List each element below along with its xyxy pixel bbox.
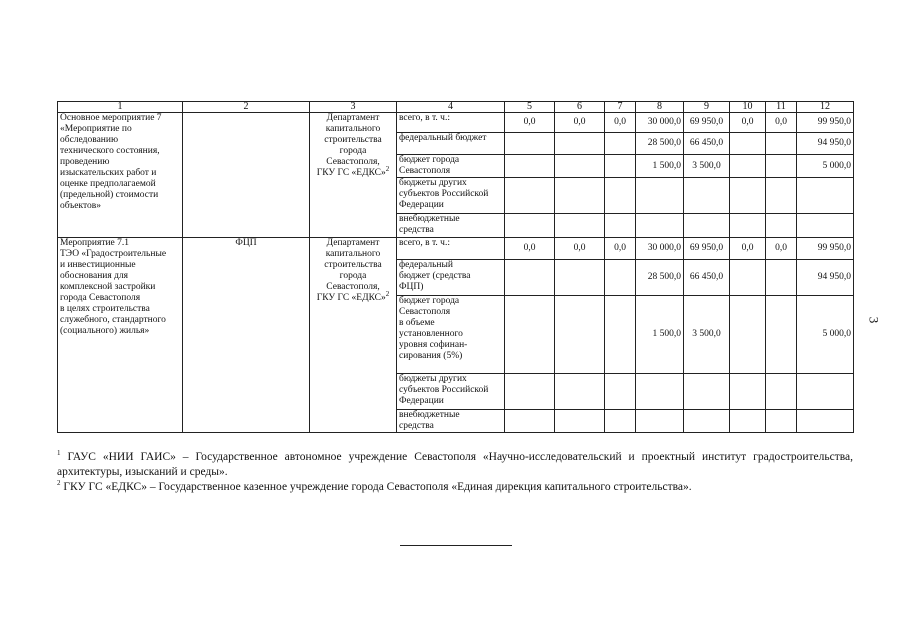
- value-cell-col-8: 28 500,0: [636, 260, 684, 296]
- footnote-2: [57, 480, 853, 495]
- program-activities-table: [57, 101, 854, 433]
- value-cell-col-6: [555, 296, 605, 374]
- activity-name-line: (предельной) стоимости: [60, 190, 159, 200]
- value-cell-col-10: 0,0: [730, 113, 766, 133]
- activity-name-line: изыскательских работ и: [60, 168, 157, 178]
- value-cell-col-8: [636, 214, 684, 238]
- activity-name-line: Основное мероприятие 7: [60, 113, 162, 123]
- funding-source-cell: [397, 410, 505, 433]
- value-cell-col-11: [766, 214, 797, 238]
- value-cell-col-6: [555, 410, 605, 433]
- value-cell-col-11: 0,0: [766, 113, 797, 133]
- funding-source-line: Севастополя: [399, 307, 451, 317]
- value-cell-col-9: [684, 374, 730, 410]
- value-cell-col-7: 0,0: [605, 113, 636, 133]
- funding-source-line: бюджеты других: [399, 374, 467, 384]
- executor-text: Департамент: [326, 113, 380, 123]
- value-cell-col-10: [730, 178, 766, 214]
- footnotes: [57, 450, 853, 495]
- value-cell-col-7: 0,0: [605, 238, 636, 260]
- funding-source-line: бюджет (средства: [399, 271, 471, 281]
- funding-source-line: внебюджетные: [399, 214, 460, 224]
- executor-text: Севастополя,: [326, 282, 380, 292]
- separator-line: [400, 545, 512, 546]
- activity-name-cell: [58, 238, 183, 433]
- executor-text: ГКУ ГС «ЕДКС»: [316, 293, 386, 303]
- header-col-11: 11: [766, 102, 797, 113]
- value-cell-col-6: 0,0: [555, 238, 605, 260]
- activity-name-line: Мероприятие 7.1: [60, 238, 130, 248]
- activity-name-cell: [58, 113, 183, 238]
- value-cell-col-5: [505, 260, 555, 296]
- activity-name-line: ТЭО «Градостроительные: [60, 249, 167, 259]
- value-cell-col-9: 66 450,0: [684, 260, 730, 296]
- executor-line: [312, 124, 394, 135]
- footnote-1-text: ГАУС «НИИ ГАИС» – Государственное автономное учреждение Севастополя «Научно-исследовательский и проектный институт градостроительства, архитектуры, изысканий и среды».: [57, 451, 854, 478]
- value-cell-col-11: [766, 260, 797, 296]
- value-cell-col-9: 3 500,0: [684, 296, 730, 374]
- value-cell-col-6: [555, 260, 605, 296]
- activity-name-line: и инвестиционные: [60, 260, 136, 270]
- funding-source-line: федеральный: [399, 260, 453, 270]
- value-cell-col-10: [730, 410, 766, 433]
- value-cell-col-5: [505, 214, 555, 238]
- header-col-6: 6: [555, 102, 605, 113]
- executor-cell: [310, 113, 397, 238]
- funding-source-line: установленного: [399, 329, 463, 339]
- value-cell-col-11: 0,0: [766, 238, 797, 260]
- value-cell-col-6: [555, 178, 605, 214]
- value-cell-col-11: [766, 178, 797, 214]
- value-cell-col-11: [766, 296, 797, 374]
- funding-source-line: Федерации: [399, 200, 444, 210]
- header-col-3: 3: [310, 102, 397, 113]
- footnote-1-mark: 1: [57, 449, 61, 458]
- header-col-7: 7: [605, 102, 636, 113]
- executor-text: города: [339, 271, 367, 281]
- value-cell-col-10: [730, 296, 766, 374]
- value-cell-col-11: [766, 155, 797, 178]
- funding-source-cell: [397, 178, 505, 214]
- activity-name-line: оценке предполагаемой: [60, 179, 156, 189]
- table-row: [58, 238, 854, 260]
- activity-name-line: комплексной застройки: [60, 282, 156, 292]
- value-cell-col-9: 69 950,0: [684, 238, 730, 260]
- value-cell-col-8: 30 000,0: [636, 238, 684, 260]
- value-cell-col-12: [797, 214, 854, 238]
- funding-source-line: субъектов Российской: [399, 189, 489, 199]
- activity-name-line: города Севастополя: [60, 293, 141, 303]
- activity-name-line: в целях строительства: [60, 304, 150, 314]
- activity-name-line: «Мероприятие по: [60, 124, 132, 134]
- header-col-9: 9: [684, 102, 730, 113]
- value-cell-col-9: 69 950,0: [684, 113, 730, 133]
- executor-text: Севастополя,: [326, 157, 380, 167]
- header-col-10: 10: [730, 102, 766, 113]
- executor-text: капитального: [325, 124, 381, 134]
- executor-line: [312, 282, 394, 293]
- funding-source-line: в объеме: [399, 318, 435, 328]
- executor-text: капитального: [325, 249, 381, 259]
- executor-text: строительства: [324, 260, 382, 270]
- funding-source-line: бюджет города: [399, 296, 460, 306]
- header-col-4: 4: [397, 102, 505, 113]
- value-cell-col-7: [605, 374, 636, 410]
- value-cell-col-12: 5 000,0: [797, 155, 854, 178]
- value-cell-col-6: [555, 155, 605, 178]
- value-cell-col-7: [605, 410, 636, 433]
- value-cell-col-5: 0,0: [505, 238, 555, 260]
- funding-source-line: всего, в т. ч.:: [399, 238, 450, 248]
- activity-name-line: проведению: [60, 157, 110, 167]
- value-cell-col-12: 94 950,0: [797, 260, 854, 296]
- activity-name-line: объектов»: [60, 201, 101, 211]
- value-cell-col-9: 3 500,0: [684, 155, 730, 178]
- value-cell-col-6: [555, 133, 605, 155]
- value-cell-col-12: 94 950,0: [797, 133, 854, 155]
- executor-line: [312, 289, 394, 304]
- executor-line: [312, 146, 394, 157]
- value-cell-col-6: 0,0: [555, 113, 605, 133]
- value-cell-col-10: [730, 133, 766, 155]
- executor-text: строительства: [324, 135, 382, 145]
- value-cell-col-8: 1 500,0: [636, 155, 684, 178]
- value-cell-col-5: [505, 296, 555, 374]
- header-row: [58, 102, 854, 113]
- value-cell-col-11: [766, 374, 797, 410]
- funding-source-cell: [397, 113, 505, 133]
- funding-source-line: средства: [399, 225, 434, 235]
- activity-name-line: (социального) жилья»: [60, 326, 150, 336]
- activity-name-line: обоснования для: [60, 271, 129, 281]
- value-cell-col-8: 28 500,0: [636, 133, 684, 155]
- value-cell-col-5: [505, 410, 555, 433]
- value-cell-col-9: [684, 214, 730, 238]
- source-cell: ФЦП: [183, 238, 310, 433]
- executor-line: [312, 249, 394, 260]
- header-col-5: 5: [505, 102, 555, 113]
- activity-name-line: технического состояния,: [60, 146, 160, 156]
- funding-source-line: всего, в т. ч.:: [399, 113, 450, 123]
- funding-source-cell: [397, 260, 505, 296]
- value-cell-col-7: [605, 214, 636, 238]
- header-col-1: 1: [58, 102, 183, 113]
- value-cell-col-10: [730, 260, 766, 296]
- footnote-ref: 2: [385, 164, 390, 173]
- funding-source-line: внебюджетные: [399, 410, 460, 420]
- header-col-2: 2: [183, 102, 310, 113]
- funding-source-line: средства: [399, 421, 434, 431]
- value-cell-col-9: [684, 178, 730, 214]
- funding-source-line: Федерации: [399, 396, 444, 406]
- value-cell-col-10: [730, 374, 766, 410]
- value-cell-col-5: [505, 133, 555, 155]
- executor-text: города: [339, 146, 367, 156]
- executor-cell: [310, 238, 397, 433]
- header-col-8: 8: [636, 102, 684, 113]
- table-row: [58, 113, 854, 133]
- funding-source-line: субъектов Российской: [399, 385, 489, 395]
- value-cell-col-8: 30 000,0: [636, 113, 684, 133]
- value-cell-col-5: [505, 178, 555, 214]
- value-cell-col-10: [730, 214, 766, 238]
- funding-source-line: сирования (5%): [399, 351, 463, 361]
- funding-source-cell: [397, 238, 505, 260]
- executor-line: [312, 135, 394, 146]
- value-cell-col-11: [766, 133, 797, 155]
- value-cell-col-6: [555, 374, 605, 410]
- funding-source-cell: [397, 374, 505, 410]
- value-cell-col-12: [797, 178, 854, 214]
- value-cell-col-6: [555, 214, 605, 238]
- funding-source-cell: [397, 133, 505, 155]
- funding-source-line: уровня софинан-: [399, 340, 468, 350]
- value-cell-col-12: [797, 410, 854, 433]
- value-cell-col-8: [636, 374, 684, 410]
- activity-name-line: служебного, стандартного: [60, 315, 166, 325]
- value-cell-col-5: [505, 374, 555, 410]
- value-cell-col-8: 1 500,0: [636, 296, 684, 374]
- executor-text: Департамент: [326, 238, 380, 248]
- executor-line: [312, 164, 394, 179]
- funding-source-cell: [397, 155, 505, 178]
- executor-line: [312, 271, 394, 282]
- header-col-12: 12: [797, 102, 854, 113]
- value-cell-col-8: [636, 410, 684, 433]
- value-cell-col-5: 0,0: [505, 113, 555, 133]
- funding-source-line: Севастополя: [399, 166, 451, 176]
- footnote-2-mark: 2: [57, 479, 61, 488]
- footnote-2-text: ГКУ ГС «ЕДКС» – Государственное казенное учреждение города Севастополя «Единая дирекция капитального строительства».: [63, 481, 692, 493]
- value-cell-col-8: [636, 178, 684, 214]
- value-cell-col-11: [766, 410, 797, 433]
- source-cell: [183, 113, 310, 238]
- funding-source-line: бюджет города: [399, 155, 460, 165]
- value-cell-col-7: [605, 178, 636, 214]
- funding-source-line: бюджеты других: [399, 178, 467, 188]
- value-cell-col-10: 0,0: [730, 238, 766, 260]
- value-cell-col-5: [505, 155, 555, 178]
- funding-source-line: ФЦП): [399, 282, 424, 292]
- funding-source-line: федеральный бюджет: [399, 133, 487, 143]
- value-cell-col-7: [605, 260, 636, 296]
- activity-name-line: обследованию: [60, 135, 119, 145]
- executor-line: [312, 113, 394, 124]
- value-cell-col-10: [730, 155, 766, 178]
- value-cell-col-9: [684, 410, 730, 433]
- value-cell-col-7: [605, 133, 636, 155]
- funding-source-cell: [397, 296, 505, 374]
- page-number: 3: [866, 316, 882, 324]
- executor-line: [312, 238, 394, 249]
- executor-line: [312, 157, 394, 168]
- footnote-1: [57, 450, 853, 480]
- footnote-ref: 2: [385, 289, 390, 298]
- value-cell-col-9: 66 450,0: [684, 133, 730, 155]
- value-cell-col-12: 99 950,0: [797, 113, 854, 133]
- executor-text: ГКУ ГС «ЕДКС»: [316, 168, 386, 178]
- value-cell-col-12: 99 950,0: [797, 238, 854, 260]
- value-cell-col-7: [605, 296, 636, 374]
- value-cell-col-12: [797, 374, 854, 410]
- funding-source-cell: [397, 214, 505, 238]
- value-cell-col-7: [605, 155, 636, 178]
- value-cell-col-12: 5 000,0: [797, 296, 854, 374]
- executor-line: [312, 260, 394, 271]
